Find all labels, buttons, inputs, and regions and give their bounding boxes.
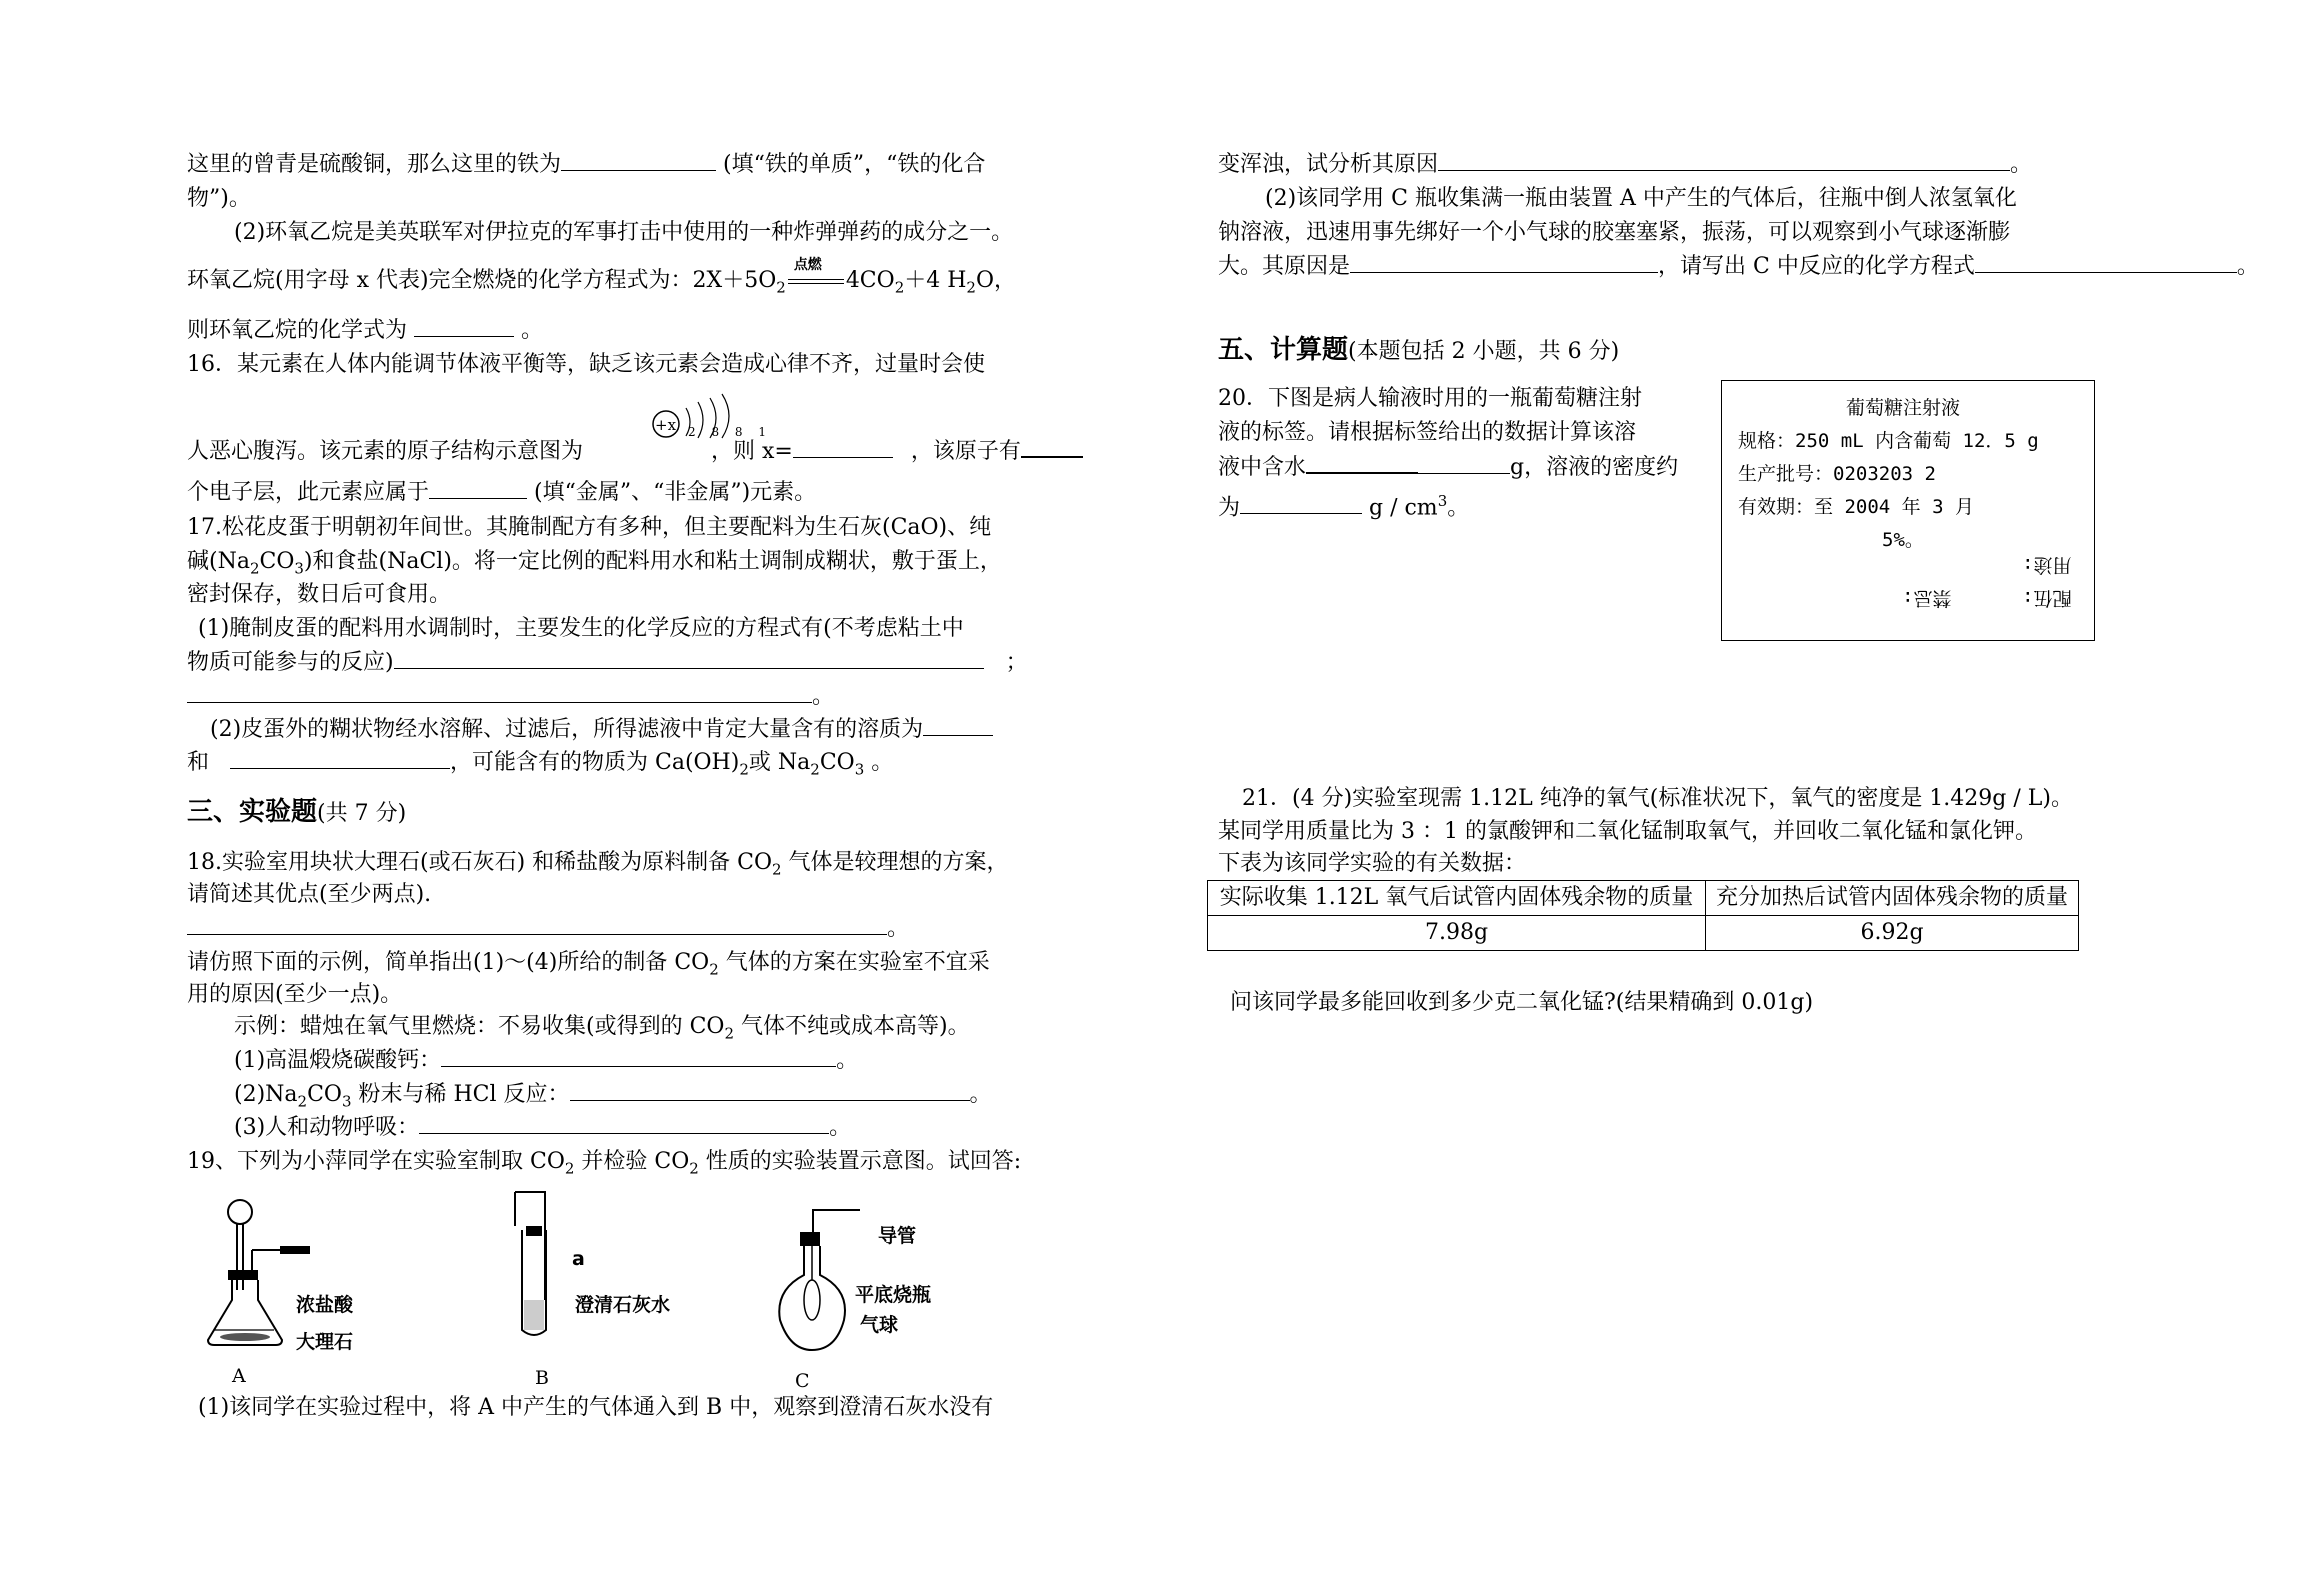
text: 。 <box>864 750 894 775</box>
answer-blank[interactable] <box>187 682 812 703</box>
text: (1)该同学在实验过程中，将 A 中产生的气体通入到 B 中，观察到澄清石灰水没有 <box>198 1395 994 1420</box>
text: CO <box>259 549 295 574</box>
q21-line1 <box>1242 784 2073 814</box>
apparatus-b <box>515 1192 546 1335</box>
q18-line3 <box>187 914 909 944</box>
answer-blank[interactable] <box>1975 252 2237 273</box>
text: 并检验 CO <box>574 1149 690 1174</box>
q20-line3 <box>1218 452 1678 483</box>
text: 下表为该同学实验的有关数据： <box>1218 851 1527 876</box>
q17-line1 <box>187 513 991 543</box>
text: (填“铁的单质”，“铁的化合 <box>716 152 986 177</box>
q17-line2: 碱$(Na_2CO_3)$和食盐(NaCl)。将一定比例的配料用水和粘土调制成糊状，敷于蛋上， <box>187 549 1002 578</box>
text: 这里的曾青是硫酸铜，那么这里的铁为 <box>187 152 562 177</box>
section-title: 三、实验题 <box>187 797 318 827</box>
table-header-row <box>1208 881 2079 916</box>
text: ＋4 H <box>904 268 967 293</box>
q18-example: 示例：蜡烛在氧气里燃烧：不易收集(或得到的 $CO_2$ 气体不纯或成本高等)。 <box>234 1014 970 1043</box>
answer-blank[interactable] <box>429 478 527 499</box>
text: 4CO <box>845 268 895 293</box>
text: 20．下图是病人输液时用的一瓶葡萄糖注射 <box>1218 386 1642 411</box>
section-score: (本题包括 2 小题，共 6 分) <box>1348 339 1620 364</box>
answer-blank[interactable] <box>1350 252 1658 273</box>
experiment-data-table <box>1207 880 2079 951</box>
text: 气体的方案在实验室不宜采 <box>718 950 990 975</box>
q17-line7 <box>210 715 993 745</box>
answer-blank[interactable] <box>419 1113 829 1134</box>
text: 和 <box>187 750 216 775</box>
text: 禁忌: <box>1902 587 1952 609</box>
figure-c-label-flask: 平底烧瓶 <box>855 1284 932 1306</box>
text: 气体不纯或成本高等)。 <box>734 1014 970 1039</box>
text: 大。其原因是 <box>1218 254 1351 279</box>
section-title: 五、计算题 <box>1218 335 1349 365</box>
subscript: 2 <box>894 278 905 297</box>
q19-right-line3 <box>1218 218 2010 248</box>
text: 用途: <box>2022 554 2072 576</box>
text: 请仿照下面的示例，简单指出(1)～(4)所给的制备 CO <box>187 950 710 975</box>
text: g，溶液的密度约 <box>1510 455 1679 480</box>
text: 。 <box>2010 152 2033 177</box>
label-batch: 生产批号：0203203 2 <box>1738 463 1936 485</box>
text: ，可能含有的物质为 Ca(OH) <box>450 750 740 775</box>
table-cell: 7.98g <box>1208 916 1706 951</box>
text: 液的标签。请根据标签给出的数据计算该溶 <box>1218 420 1637 445</box>
table-cell: 6.92g <box>1706 916 2079 951</box>
text: 物”)。 <box>187 186 251 211</box>
text: (3)人和动物呼吸： <box>234 1115 420 1140</box>
atom-shells-label: 2 8 8 1 <box>688 425 772 439</box>
text: 或 Na <box>748 750 811 775</box>
q17-line8: 和 ，可能含有的物质为 $Ca(OH)_2$或 $Na_2CO_3$ 。 <box>187 750 894 779</box>
text: g / cm <box>1362 495 1438 521</box>
text: 钠溶液，迅速用事先绑好一个小气球的胶塞塞紧，振荡，可以观察到小气球逐渐膨 <box>1218 220 2011 245</box>
q19-line1: 19、下列为小萍同学在实验室制取 $CO_2$ 并检验 $CO_2$ 性质的实验装置示意图。试回答: <box>187 1149 1022 1178</box>
q20-line2 <box>1218 418 1636 448</box>
text: 。 <box>887 916 910 941</box>
text: 请简述其优点(至少两点). <box>187 882 432 907</box>
q17-line4 <box>198 614 964 644</box>
figure-b-label-a: a <box>572 1248 585 1270</box>
figure-a-caption: A <box>232 1365 246 1387</box>
text: 18.实验室用块状大理石(或石灰石) 和稀盐酸为原料制备 CO <box>187 850 773 875</box>
text: ，请写出 C 中反应的化学方程式 <box>1658 254 1975 279</box>
text: 性质的实验装置示意图。试回答: <box>698 1149 1022 1174</box>
q19-right-line2 <box>1265 184 2017 214</box>
q17-line6 <box>187 682 834 712</box>
q15-line5 <box>187 316 543 346</box>
q20-line1 <box>1218 384 1642 414</box>
text: 示例：蜡烛在氧气里燃烧：不易收集(或得到的 CO <box>234 1014 725 1039</box>
figure-b-label-limewater: 澄清石灰水 <box>575 1294 671 1316</box>
text: CO <box>819 750 855 775</box>
text: (2)Na <box>234 1082 298 1107</box>
q21-line3 <box>1218 849 1526 879</box>
answer-blank[interactable] <box>441 1046 836 1067</box>
answer-blank[interactable] <box>561 150 716 171</box>
text: )和食盐(NaCl)。将一定比例的配料用水和粘土调制成糊状，敷于蛋上， <box>303 549 1002 574</box>
q16-line2 <box>187 436 1083 467</box>
text: 。 <box>812 684 835 709</box>
section-score: (共 7 分) <box>317 801 407 826</box>
text: 密封保存，数日后可食用。 <box>187 582 452 607</box>
answer-blank[interactable] <box>1240 493 1362 514</box>
q18-line4: 请仿照下面的示例，简单指出(1)～(4)所给的制备 $CO_2$ 气体的方案在实验室不宜采 <box>187 950 990 979</box>
label-concentration: 5%。 <box>1882 529 1924 551</box>
section-5-heading <box>1218 334 1619 368</box>
text: 个电子层，此元素应属于 <box>187 480 430 505</box>
text: 。 <box>829 1115 852 1140</box>
answer-blank[interactable] <box>187 914 887 935</box>
answer-blank[interactable] <box>1306 452 1418 474</box>
q20-line4 <box>1218 486 1469 523</box>
text: 某同学用质量比为 3 ：1 的氯酸钾和二氧化锰制取氧气，并回收二氧化锰和氯化钾。 <box>1218 819 2037 844</box>
text: O， <box>975 268 1017 293</box>
text: 。 <box>2236 254 2259 279</box>
reaction-arrow <box>786 257 846 296</box>
apparatus-c <box>779 1210 860 1350</box>
q16-line1 <box>187 350 985 380</box>
answer-blank[interactable] <box>1438 150 2010 171</box>
answer-blank[interactable] <box>230 748 450 769</box>
figure-c-caption: C <box>795 1370 810 1392</box>
answer-blank[interactable] <box>570 1080 970 1101</box>
text: 。 <box>514 318 543 343</box>
text: ，该原子有 <box>910 439 1021 464</box>
table-row <box>1208 916 2079 951</box>
text: 液中含水 <box>1218 455 1307 480</box>
text: 。 <box>969 1082 992 1107</box>
q19-right-line1 <box>1218 150 2032 180</box>
atom-nucleus-label: +x <box>655 416 677 434</box>
subscript: 2 <box>776 278 786 297</box>
label-title: 葡萄糖注射液 <box>1846 397 1961 419</box>
section-3-heading <box>187 796 406 830</box>
text: 配伍: <box>2022 587 2072 609</box>
q18-line2 <box>187 880 431 910</box>
text: 用的原因(至少一点)。 <box>187 982 403 1007</box>
figure-c-label-balloon: 气球 <box>860 1314 899 1336</box>
table-header-cell: 充分加热后试管内固体残余物的质量 <box>1706 881 2079 916</box>
figure-a-label-acid: 浓盐酸 <box>296 1294 354 1316</box>
reaction-condition: 点燃 <box>793 257 822 273</box>
label-expiry: 有效期：至 2004 年 3 月 <box>1738 496 1974 518</box>
answer-blank[interactable] <box>923 715 993 736</box>
text: 环氧乙烷(用字母 x 代表)完全燃烧的化学方程式为：2X＋5O <box>187 268 777 293</box>
table-header-cell: 实际收集 1.12L 氧气后试管内固体残余物的质量 <box>1208 881 1706 916</box>
text: 物质可能参与的反应) <box>187 650 394 675</box>
text: 粉末与稀 HCl 反应： <box>351 1082 570 1107</box>
text: 则环氧乙烷的化学式为 <box>187 318 414 343</box>
text: 17.松花皮蛋于明朝初年间世。其腌制配方有多种，但主要配料为生石灰(CaO)、纯 <box>187 515 992 540</box>
glucose-label <box>1721 380 2095 641</box>
answer-blank[interactable] <box>1021 436 1083 458</box>
label-flipped-compat <box>2022 586 2071 613</box>
text: (1)高温煅烧碳酸钙： <box>234 1048 442 1073</box>
q18-line1: 18.实验室用块状大理石(或石灰石) 和稀盐酸为原料制备 $CO_2$ 气体是较理想的方案， <box>187 850 1009 879</box>
text: 为 <box>1218 495 1241 521</box>
figure-a-label-marble: 大理石 <box>296 1331 354 1353</box>
text: ，则 x= <box>711 439 793 464</box>
q18-item2: $(2)Na_2CO_3$ 粉末与稀 HCl 反应： 。 <box>234 1082 992 1111</box>
answer-blank[interactable] <box>1418 453 1510 474</box>
apparatus-a <box>208 1200 310 1345</box>
text: 问该同学最多能回收到多少克二氧化锰?(结果精确到 0.01g) <box>1230 990 1814 1015</box>
q21-question <box>1230 988 1813 1018</box>
text: ； <box>1005 650 1028 675</box>
text: 碱(Na <box>187 549 250 574</box>
q17-line3 <box>187 580 451 610</box>
q19-line2 <box>198 1393 993 1423</box>
text: CO <box>307 1082 342 1107</box>
text: 16．某元素在人体内能调节体液平衡等，缺乏该元素会造成心律不齐，过量时会使 <box>187 352 985 377</box>
answer-blank[interactable] <box>394 648 984 669</box>
text: 人恶心腹泻。该元素的原子结构示意图为 <box>187 439 584 464</box>
superscript: 3 <box>1437 492 1448 510</box>
q19-right-line4 <box>1218 252 2259 282</box>
q15-line1 <box>187 150 985 180</box>
label-spec: 规格：250 mL 内含葡萄 12．5 g <box>1738 430 2039 452</box>
text: (2)皮蛋外的糊状物经水溶解、过滤后，所得滤液中肯定大量含有的溶质为 <box>210 717 924 742</box>
q18-item3 <box>234 1113 851 1143</box>
text: (填“金属”、“非金属”)元素。 <box>527 480 817 505</box>
q15-line3 <box>234 218 1013 248</box>
q16-line3 <box>187 478 816 508</box>
text: 变浑浊，试分析其原因 <box>1218 152 1439 177</box>
q21-line2 <box>1218 817 2037 847</box>
q15-line2 <box>187 184 251 214</box>
q17-line5 <box>187 648 1028 678</box>
label-flipped-taboo <box>1902 586 1951 613</box>
figure-c-label-tube: 导管 <box>878 1225 917 1247</box>
text: 。 <box>836 1048 859 1073</box>
q18-item1 <box>234 1046 858 1076</box>
text: 19、下列为小萍同学在实验室制取 CO <box>187 1149 565 1174</box>
text: (2)环氧乙烷是美英联军对伊拉克的军事打击中使用的一种炸弹弹药的成分之一。 <box>234 220 1014 245</box>
subscript: 2 <box>966 278 976 297</box>
text: 21．(4 分)实验室现需 1.12L 纯净的氧气(标准状况下，氧气的密度是 1.429g / L)。 <box>1242 786 2073 811</box>
atom-structure-diagram <box>638 392 772 439</box>
q15-equation-line <box>187 257 1017 302</box>
text: 气体是较理想的方案， <box>781 850 1009 875</box>
answer-blank[interactable] <box>414 316 514 337</box>
text: (1)腌制皮蛋的配料用水调制时，主要发生的化学反应的方程式有(不考虑粘土中 <box>198 616 964 641</box>
figure-b-caption: B <box>535 1367 549 1389</box>
label-flipped-use <box>2022 553 2071 580</box>
answer-blank[interactable] <box>793 437 893 458</box>
text: 。 <box>1447 495 1470 521</box>
q18-line5 <box>187 980 402 1010</box>
text: (2)该同学用 C 瓶收集满一瓶由装置 A 中产生的气体后，往瓶中倒人浓氢氧化 <box>1265 186 2017 211</box>
